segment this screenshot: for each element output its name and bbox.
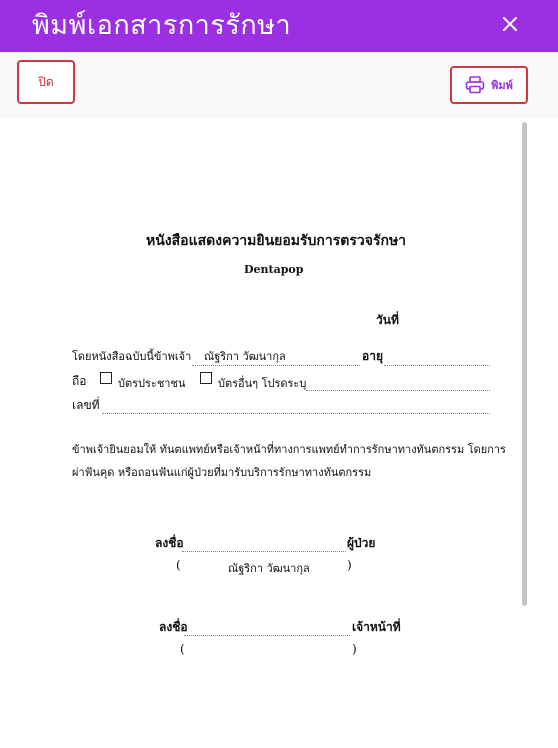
id-card-checkbox[interactable] — [100, 372, 112, 384]
number-label: เลขที่ — [72, 398, 100, 412]
staff-close-paren: ) — [352, 642, 357, 656]
close-x-glyph — [502, 16, 518, 32]
id-option-other-card: บัตรอื่นๆ โปรดระบุ — [218, 377, 307, 390]
print-button[interactable] — [450, 66, 528, 104]
clinic-name: Dentapop — [244, 263, 304, 276]
id-prefix: ถือ — [72, 374, 87, 388]
date-label: วันที่ — [376, 313, 399, 327]
age-line — [384, 365, 490, 366]
consent-line-1: ข้าพเจ้ายินยอมให้ ทันตแพทย์หรือเจ้าหน้าที่ทางการแพทย์ทำการรักษาทางทันตกรรม โดยการ — [72, 443, 506, 456]
patient-name: ณัฐริกา วัฒนากุล — [204, 350, 286, 363]
print-button-label: พิมพ์ — [491, 79, 513, 92]
patient-name-line — [192, 365, 360, 366]
other-card-checkbox[interactable] — [200, 372, 212, 384]
staff-open-paren: ( — [180, 642, 185, 656]
close-button-label: ปิด — [38, 74, 54, 89]
patient-close-paren: ) — [347, 558, 352, 572]
patient-sign-label: ลงชื่อ — [155, 536, 184, 550]
close-button[interactable] — [17, 60, 75, 104]
printer-icon — [465, 76, 485, 94]
staff-sign-line — [184, 635, 350, 636]
staff-role: เจ้าหน้าที่ — [352, 620, 401, 634]
scrollbar-thumb[interactable] — [522, 122, 527, 606]
line1-prefix: โดยหนังสือฉบับนี้ข้าพเจ้า — [72, 350, 192, 363]
other-card-line — [306, 390, 490, 391]
staff-sign-label: ลงชื่อ — [159, 620, 188, 634]
id-option-national-card: บัตรประชาชน — [118, 377, 186, 390]
document-heading: หนังสือแสดงความยินยอมรับการตรวจรักษา — [146, 233, 407, 249]
consent-line-2: ผ่าฟันคุด หรือถอนฟันแก่ผู้ป่วยที่มารับบริการรักษาทางทันตกรรม — [72, 466, 372, 479]
number-line — [102, 413, 490, 414]
age-label: อายุ — [362, 349, 383, 363]
patient-role: ผู้ป่วย — [347, 536, 376, 550]
dialog-header — [0, 0, 558, 52]
patient-sign-name: ณัฐริกา วัฒนากุล — [228, 562, 310, 575]
close-icon[interactable] — [496, 10, 524, 38]
patient-open-paren: ( — [176, 558, 181, 572]
patient-sign-line — [182, 551, 346, 552]
preview-scrollbar[interactable] — [520, 118, 530, 748]
dialog-title: พิมพ์เอกสารการรักษา — [32, 10, 292, 41]
document-preview — [0, 118, 520, 748]
dialog-toolbar — [0, 52, 558, 118]
